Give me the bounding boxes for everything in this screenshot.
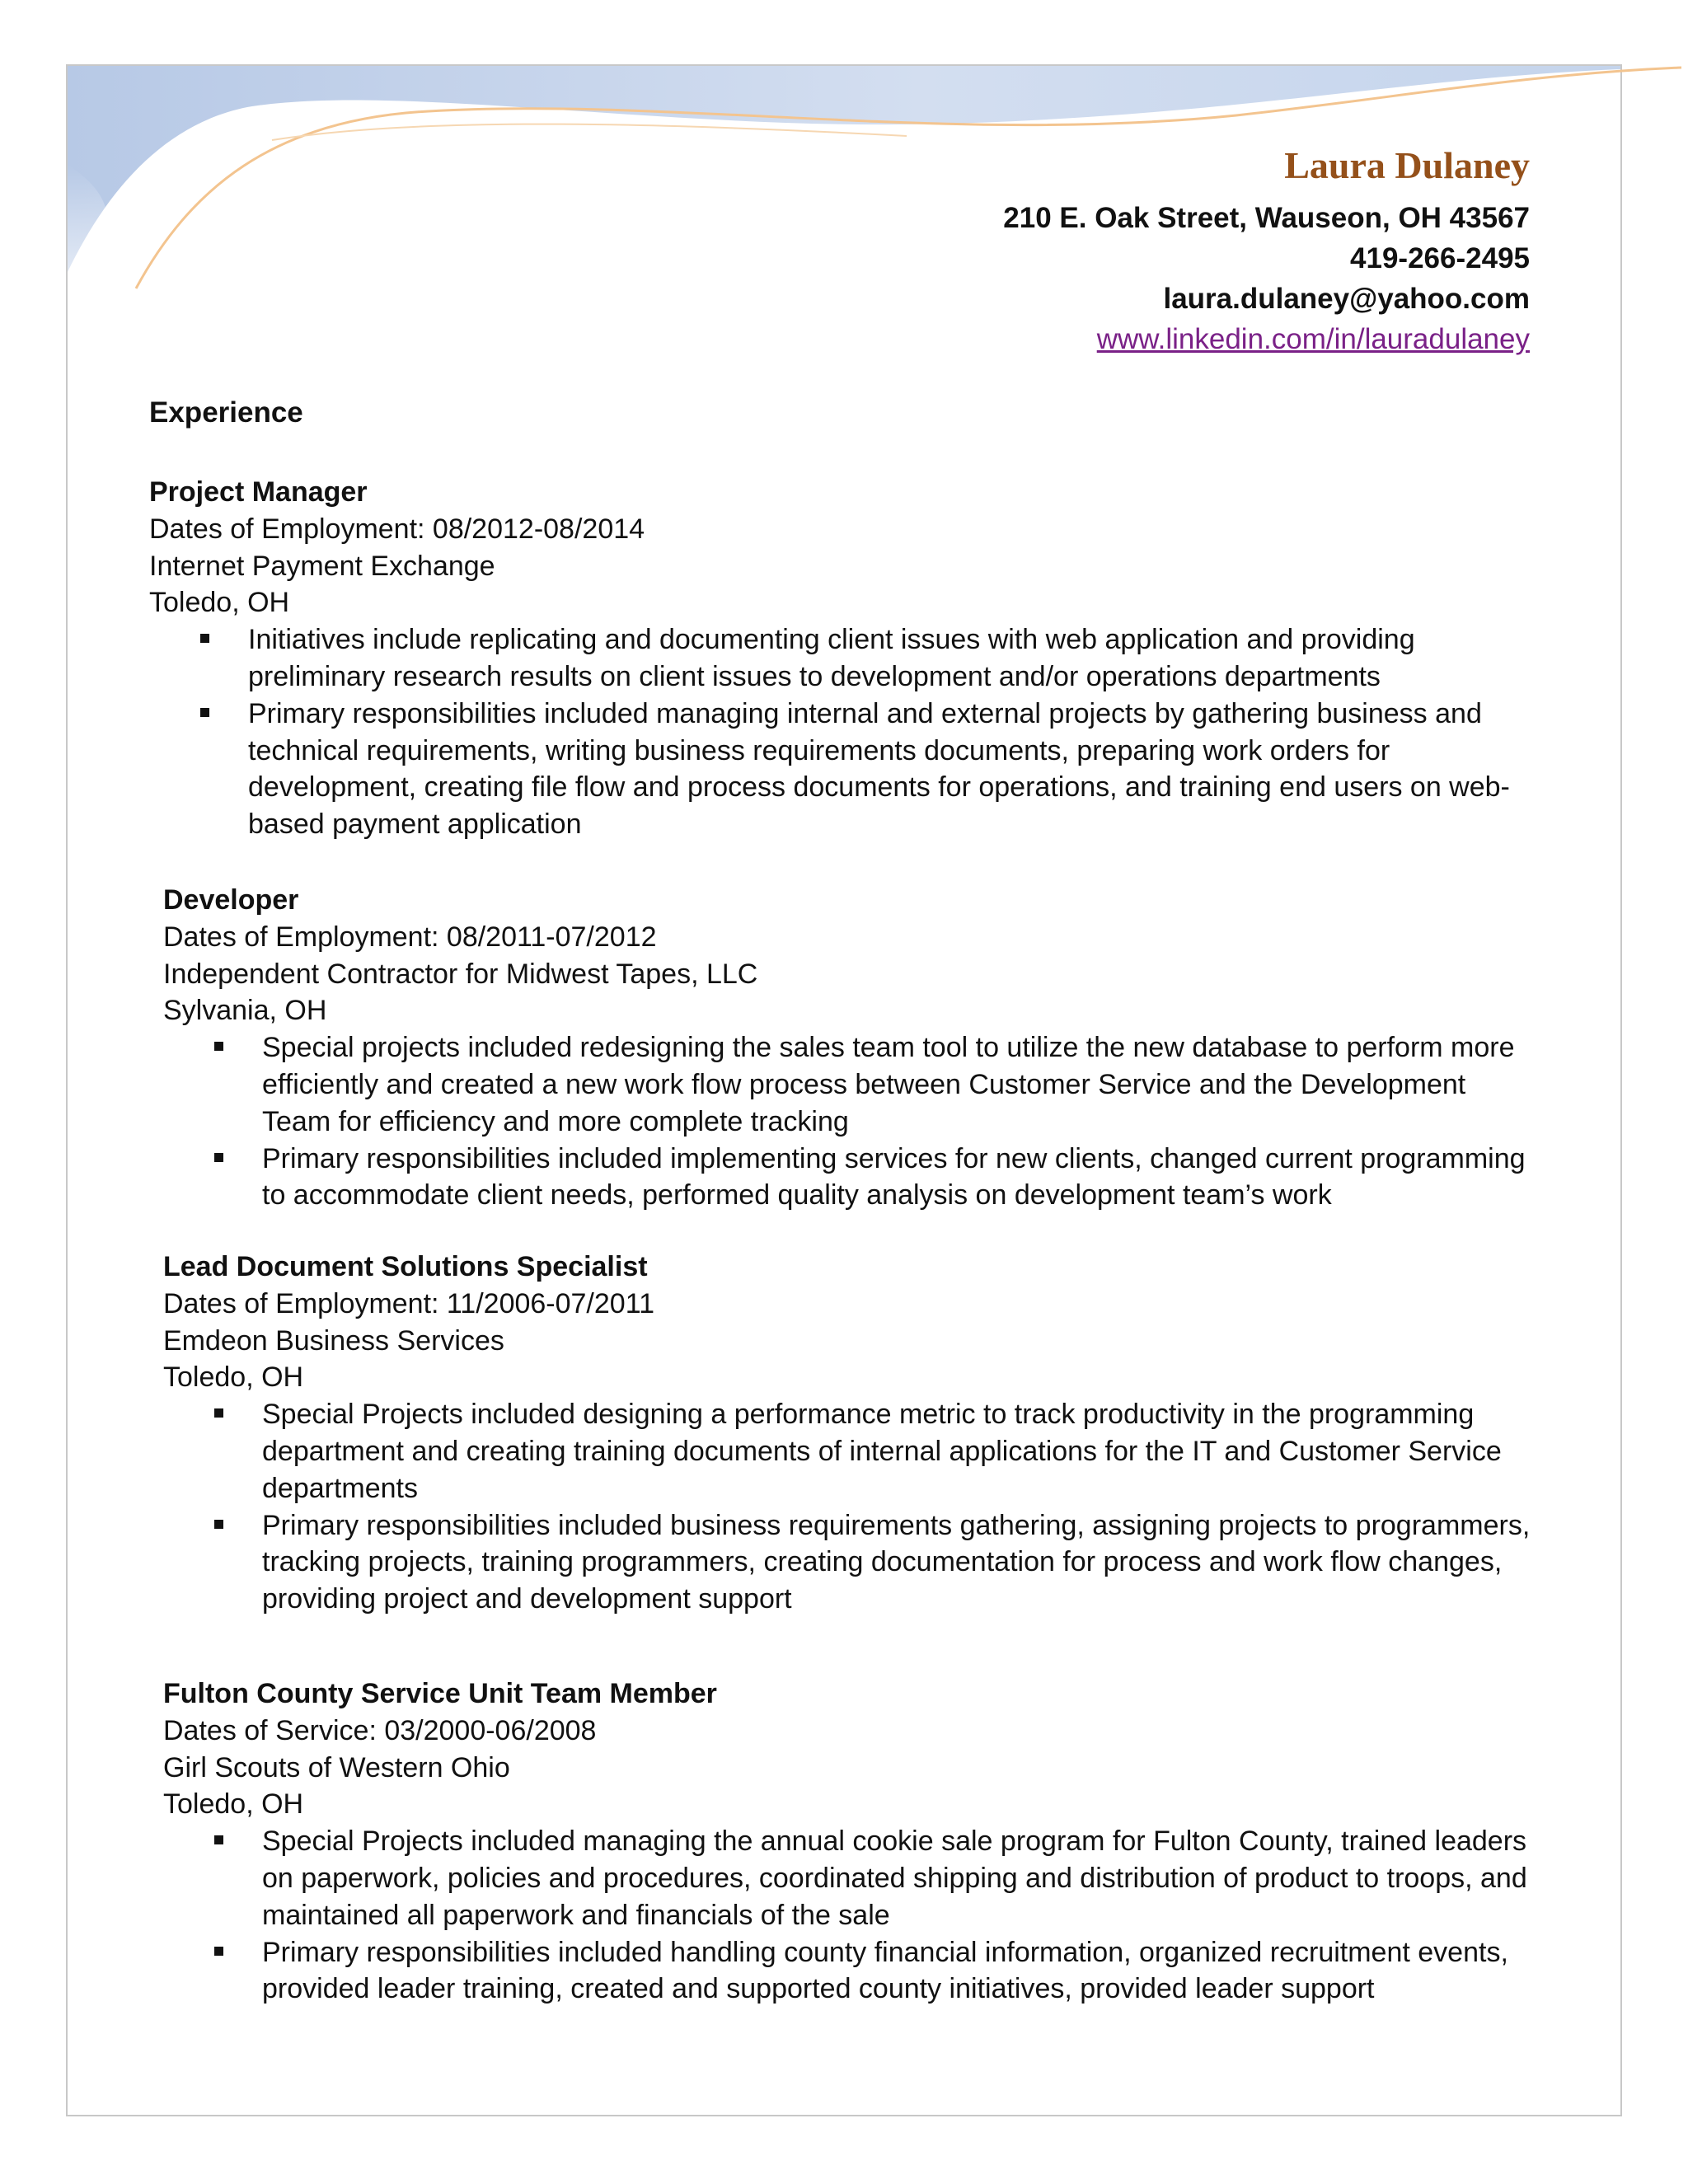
job-location: Toledo, OH <box>149 587 290 619</box>
contact-header <box>1003 142 1530 359</box>
phone-number: 419-266-2495 <box>1350 242 1530 274</box>
job-title: Lead Document Solutions Specialist <box>163 1251 648 1282</box>
job-company: Emdeon Business Services <box>163 1324 504 1357</box>
experience-heading: Experience <box>149 396 303 429</box>
job-company: Girl Scouts of Western Ohio <box>163 1751 510 1783</box>
square-bullet-icon <box>214 1520 223 1529</box>
job-title: Fulton County Service Unit Team Member <box>163 1678 717 1709</box>
job-bullets <box>149 621 1517 843</box>
square-bullet-icon <box>214 1835 223 1844</box>
bullet-item <box>163 1396 1531 1507</box>
applicant-name: Laura Dulaney <box>1284 144 1530 186</box>
bullet-item <box>163 1934 1531 2008</box>
linkedin-link[interactable]: www.linkedin.com/in/lauradulaney <box>1096 323 1530 355</box>
job-company: Internet Payment Exchange <box>149 550 495 582</box>
job-entry <box>163 1675 1531 2008</box>
job-entry <box>163 1249 1531 1618</box>
square-bullet-icon <box>214 1153 223 1162</box>
email-address[interactable]: laura.dulaney@yahoo.com <box>1163 283 1530 315</box>
bullet-item <box>163 1823 1531 1933</box>
job-company: Independent Contractor for Midwest Tapes, LLC <box>163 958 758 990</box>
job-entry <box>149 474 1517 843</box>
bullet-text: Primary responsibilities included handling county financial information, organized recruitment events, provided leader training, created and supported county initiatives, provided leader support <box>262 1936 1508 2005</box>
job-bullets <box>163 1823 1531 2008</box>
job-title: Developer <box>163 884 299 916</box>
job-location: Toledo, OH <box>163 1361 304 1394</box>
bullet-item <box>163 1029 1531 1140</box>
job-dates: Dates of Service: 03/2000-06/2008 <box>163 1714 597 1746</box>
bullet-text: Special projects included redesigning the sales team tool to utilize the new database to perform more efficiently and created a new work flow process between Customer Service and the Development Team for efficiency and more complete tracking <box>262 1032 1515 1137</box>
bullet-text: Primary responsibilities included managing internal and external projects by gathering business and technical requirements, writing business requirements documents, preparing work orders for development, creating file flow and process documents for operations, and training end users on web-based payment application <box>248 697 1510 841</box>
bullet-text: Special Projects included designing a performance metric to track productivity in the programming department and creating training documents of internal applications for the IT and Customer Service departments <box>262 1399 1502 1504</box>
job-title: Project Manager <box>149 476 368 508</box>
square-bullet-icon <box>214 1947 223 1956</box>
bullet-item <box>149 621 1517 696</box>
bullet-text: Primary responsibilities included business requirements gathering, assigning projects to programmers, tracking projects, training programmers, creating documentation for process and work flow changes, providing project and development support <box>262 1509 1531 1615</box>
job-location: Toledo, OH <box>163 1788 304 1821</box>
square-bullet-icon <box>214 1408 223 1418</box>
bullet-text: Initiatives include replicating and documenting client issues with web application and providing preliminary research results on client issues to development and/or operations departments <box>248 624 1415 692</box>
job-bullets <box>163 1396 1531 1618</box>
job-bullets <box>163 1029 1531 1214</box>
job-dates: Dates of Employment: 08/2012-08/2014 <box>149 513 645 545</box>
address: 210 E. Oak Street, Wauseon, OH 43567 <box>1003 202 1530 234</box>
square-bullet-icon <box>200 708 209 717</box>
job-dates: Dates of Employment: 11/2006-07/2011 <box>163 1287 654 1319</box>
square-bullet-icon <box>200 634 209 643</box>
job-location: Sylvania, OH <box>163 995 327 1027</box>
square-bullet-icon <box>214 1042 223 1051</box>
bullet-item <box>163 1507 1531 1618</box>
job-entry <box>163 882 1531 1214</box>
bullet-item <box>163 1141 1531 1215</box>
bullet-text: Primary responsibilities included implementing services for new clients, changed current programming to accommodate client needs, performed quality analysis on development team’s work <box>262 1142 1526 1212</box>
bullet-item <box>149 696 1517 843</box>
bullet-text: Special Projects included managing the annual cookie sale program for Fulton County, trained leaders on paperwork, policies and procedures, coordinated shipping and distribution of product to troops, and maintained all paperwork and financials of the sale <box>262 1825 1527 1931</box>
job-dates: Dates of Employment: 08/2011-07/2012 <box>163 921 657 953</box>
